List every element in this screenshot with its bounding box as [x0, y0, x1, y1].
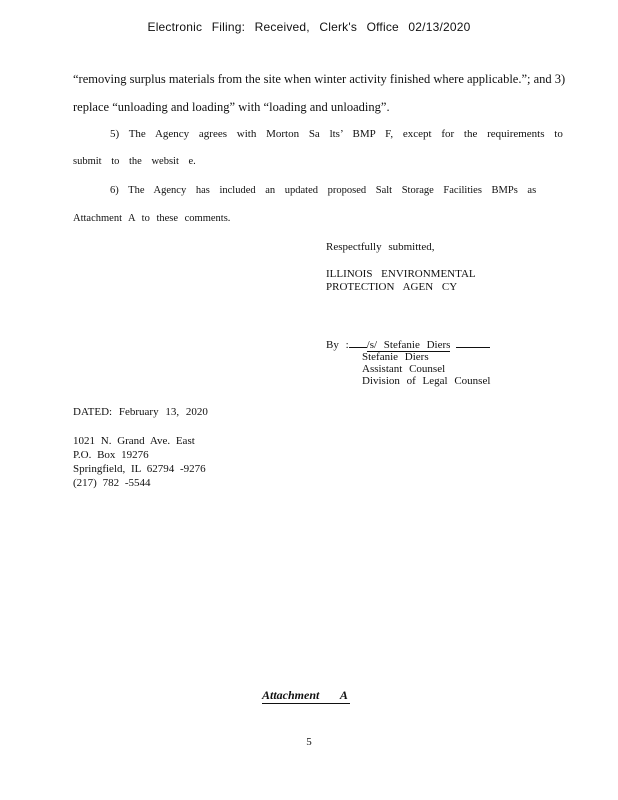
- body-line-3: 5) The Agency agrees with Morton Sa lts’ BMP F, except for the requirements to: [110, 128, 563, 140]
- by-prefix: By :: [326, 339, 349, 351]
- agency-line-1: ILLINOIS ENVIRONMENTAL: [326, 268, 476, 280]
- signer-name: Stefanie Diers: [362, 351, 429, 363]
- address-city: Springfield, IL 62794 -9276: [73, 463, 206, 475]
- dated-line: DATED: February 13, 2020: [73, 406, 208, 418]
- signature-underline-left: [349, 338, 367, 348]
- address-po-box: P.O. Box 19276: [73, 449, 149, 461]
- filing-header: Electronic Filing: Received, Clerk's Office 02/13/2020: [147, 20, 471, 34]
- respectfully-text: Respectfully submitted,: [326, 241, 435, 253]
- page-number: 5: [306, 736, 312, 748]
- body-line-4: submit to the websit e.: [73, 156, 196, 167]
- agency-name-block: [326, 268, 476, 293]
- closing-respectfully: [326, 241, 434, 253]
- address-street: 1021 N. Grand Ave. East: [73, 435, 195, 447]
- attachment-title: Attachment A: [262, 688, 348, 702]
- address-phone: (217) 782 -5544: [73, 477, 151, 489]
- signer-division: Division of Legal Counsel: [362, 375, 491, 387]
- agency-line-2: PROTECTION AGEN CY: [326, 281, 458, 293]
- body-line-5: 6) The Agency has included an updated proposed Salt Storage Facilities BMPs as: [110, 185, 537, 196]
- signer-title: Assistant Counsel: [362, 363, 446, 375]
- signature-text: /s/ Stefanie Diers: [366, 339, 451, 351]
- body-line-6: Attachment A to these comments.: [73, 213, 231, 224]
- signature-block: [326, 338, 490, 387]
- body-line-2: replace “unloading and loading” with “loading and unloading”.: [73, 100, 390, 114]
- body-line-1: “removing surplus materials from the site when winter activity finished where applicable.”; and 3): [73, 72, 566, 86]
- signature-line: [326, 338, 490, 351]
- address-block: [73, 434, 206, 490]
- signature-underline-right: [456, 338, 490, 348]
